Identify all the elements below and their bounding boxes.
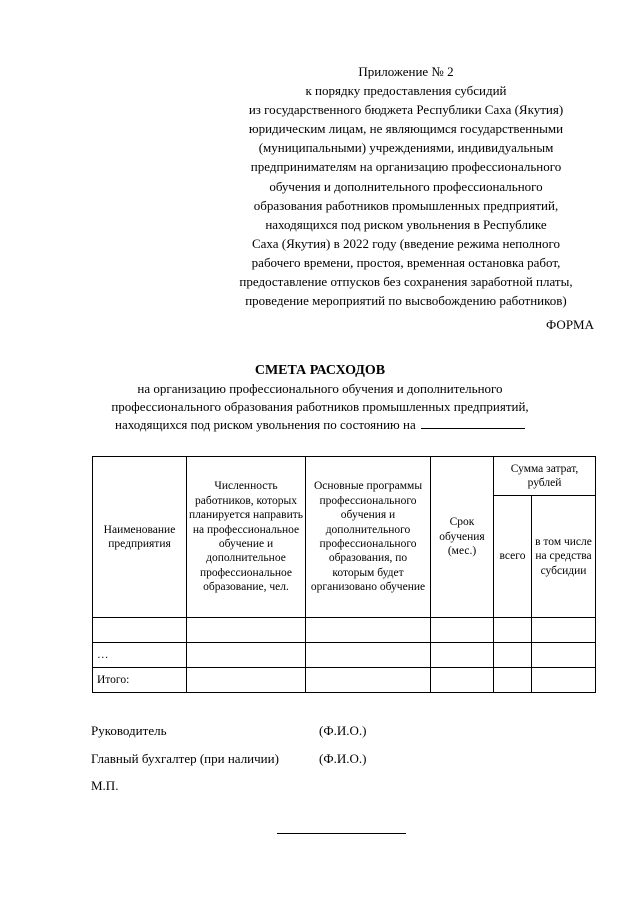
- header-count: Численность работников, которых планируется направить на профессиональное обучение и дополнительное профессиональное образование, чел.: [187, 457, 306, 618]
- subtitle-line: на организацию профессионального обучения и дополнительного: [137, 381, 503, 396]
- table-cell[interactable]: [306, 618, 431, 643]
- header-programs: Основные программы профессионального обучения и дополнительного профессионального образования, по которым будет организовано обучение: [306, 457, 431, 618]
- table-cell[interactable]: [494, 618, 532, 643]
- appendix-line: (муниципальными) учреждениями, индивидуальным: [258, 140, 554, 156]
- appendix-line: Саха (Якутия) в 2022 году (введение режима неполного: [251, 235, 561, 251]
- appendix-header: [212, 62, 600, 310]
- table-cell[interactable]: [494, 668, 532, 693]
- signature-head: [91, 723, 367, 739]
- appendix-line: предпринимателям на организацию профессионального: [250, 159, 562, 175]
- table-cell[interactable]: [306, 668, 431, 693]
- table-row: [93, 643, 596, 668]
- table-total-row: [93, 668, 596, 693]
- appendix-line: предоставление отпусков без сохранения заработной платы,: [239, 274, 573, 290]
- table-cell[interactable]: …: [93, 643, 187, 668]
- appendix-line: обучения и дополнительного профессионального: [269, 178, 543, 194]
- appendix-line: Приложение № 2: [358, 64, 454, 79]
- document-title-block: [60, 362, 580, 434]
- subtitle-line: [60, 416, 580, 434]
- table-cell[interactable]: [431, 643, 494, 668]
- table-cell[interactable]: [187, 618, 306, 643]
- table-cell[interactable]: [431, 668, 494, 693]
- subtitle-line-text: находящихся под риском увольнения по состоянию на: [115, 417, 416, 432]
- signature-accountant: [91, 751, 367, 767]
- table-cell[interactable]: [532, 668, 596, 693]
- header-total: всего: [494, 496, 532, 618]
- form-label: ФОРМА: [546, 317, 594, 332]
- stamp-place: М.П.: [91, 778, 119, 793]
- document-title: СМЕТА РАСХОДОВ: [254, 363, 386, 378]
- table-cell[interactable]: [494, 643, 532, 668]
- appendix-line: юридическим лицам, не являющимся государственными: [248, 121, 564, 137]
- table-cell[interactable]: [306, 643, 431, 668]
- appendix-line: проведение мероприятий по высвобождению работников): [245, 293, 567, 309]
- accountant-fio: (Ф.И.О.): [319, 751, 367, 766]
- head-label: Руководитель: [91, 723, 167, 738]
- appendix-line: к порядку предоставления субсидий: [305, 83, 507, 99]
- total-label: Итого:: [93, 668, 187, 693]
- table-cell[interactable]: [532, 643, 596, 668]
- table-cell[interactable]: [431, 618, 494, 643]
- header-name: Наименование предприятия: [93, 457, 187, 618]
- table-cell[interactable]: [93, 618, 187, 643]
- table-cell[interactable]: [187, 643, 306, 668]
- header-sum: Сумма затрат, рублей: [494, 457, 596, 496]
- header-subsidy: в том числе на средства субсидии: [532, 496, 596, 618]
- appendix-line: из государственного бюджета Республики Саха (Якутия): [248, 102, 564, 118]
- appendix-line: образования работников промышленных предприятий,: [253, 197, 559, 213]
- date-blank: [421, 416, 525, 429]
- table-cell[interactable]: [187, 668, 306, 693]
- header-term: Срок обучения (мес.): [431, 457, 494, 618]
- subtitle-line: профессионального образования работников промышленных предприятий,: [111, 399, 529, 414]
- expense-table: [92, 456, 596, 693]
- appendix-line: находящихся под риском увольнения в Республике: [265, 216, 547, 232]
- accountant-label: Главный бухгалтер (при наличии): [91, 751, 279, 766]
- table-cell[interactable]: [532, 618, 596, 643]
- bottom-divider: [277, 833, 406, 834]
- head-fio: (Ф.И.О.): [319, 723, 367, 738]
- appendix-line: рабочего времени, простоя, временная остановка работ,: [251, 254, 561, 270]
- table-row: [93, 618, 596, 643]
